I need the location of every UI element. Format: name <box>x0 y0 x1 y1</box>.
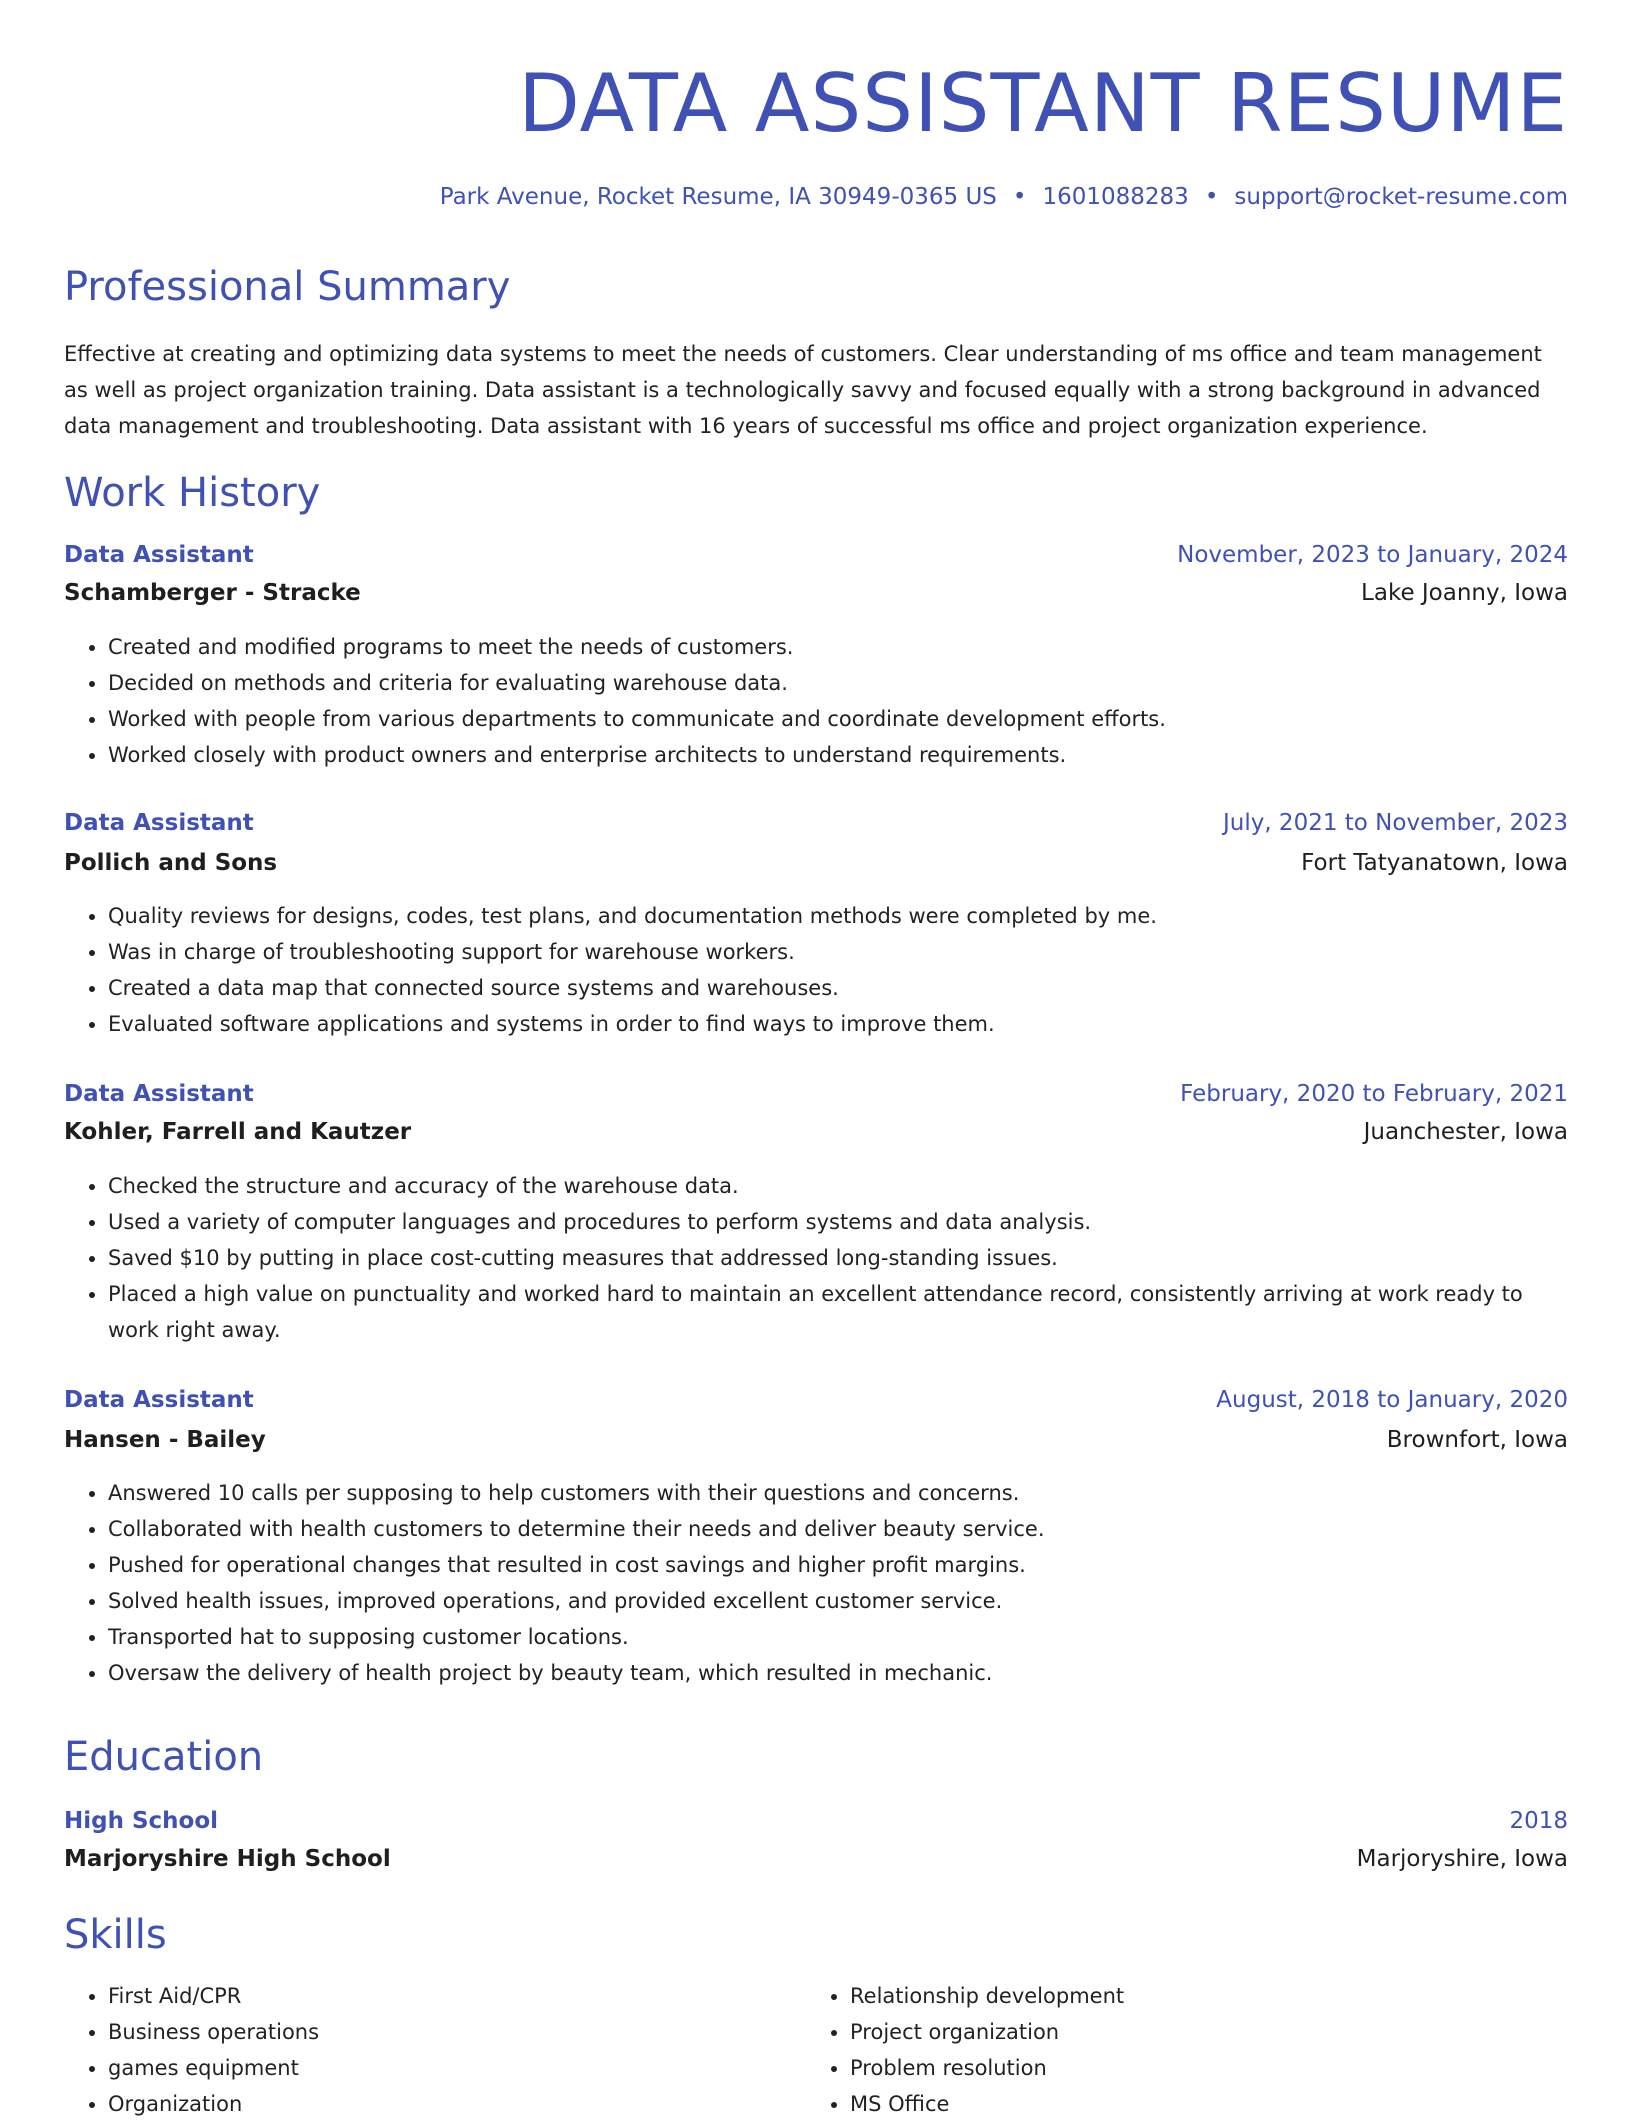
summary-text: Effective at creating and optimizing data systems to meet the needs of customers. Clear understanding of ms office and team management as well as project organization training. Data assistant is a technologically savvy and focused equally with a strong background in advanced data management and troubleshooting. Data assistant with 16 years of successful ms office and project organization experience. <box>64 342 1542 438</box>
job-bullet: • Decided on methods and criteria for evaluating warehouse data. <box>108 665 1568 701</box>
job-bullet: • Created and modified programs to meet the needs of customers. <box>108 629 1568 665</box>
resume-page <box>64 0 1568 2116</box>
job-title: Data Assistant <box>64 1387 254 1413</box>
job-header-row <box>64 1382 1568 1418</box>
contact-separator: • <box>1204 184 1219 210</box>
skill-item: • First Aid/CPR <box>108 1978 804 2014</box>
education-school: Marjoryshire High School <box>64 1846 391 1872</box>
job-header-row <box>64 1076 1568 1112</box>
skill-item: • Project organization <box>850 2014 1546 2050</box>
contact-line <box>440 181 1568 213</box>
skill-item: • Business operations <box>108 2014 804 2050</box>
job-bullet: • Placed a high value on punctuality and worked hard to maintain an excellent attendance record, consistently arriving at work ready to work right away. <box>108 1276 1568 1348</box>
job-title: Data Assistant <box>64 542 254 568</box>
job-bullets <box>64 1475 1568 1691</box>
job-bullet: • Worked with people from various departments to communicate and coordinate development efforts. <box>108 701 1568 737</box>
job-company-row <box>64 1422 1568 1458</box>
contact-separator: • <box>1012 184 1027 210</box>
work-history-heading: Work History <box>64 470 321 516</box>
job-title: Data Assistant <box>64 810 254 836</box>
job-location: Brownfort, Iowa <box>1386 1427 1568 1453</box>
education-degree: High School <box>64 1808 219 1834</box>
job-bullet: • Quality reviews for designs, codes, test plans, and documentation methods were completed by me. <box>108 898 1568 934</box>
job-dates: August, 2018 to January, 2020 <box>1216 1387 1568 1413</box>
resume-title: DATA ASSISTANT RESUME <box>518 57 1568 150</box>
job-dates: February, 2020 to February, 2021 <box>1180 1081 1568 1107</box>
job-bullet: • Pushed for operational changes that resulted in cost savings and higher profit margins. <box>108 1547 1568 1583</box>
summary-heading: Professional Summary <box>64 264 511 310</box>
job-dates: July, 2021 to November, 2023 <box>1222 810 1568 836</box>
job-header-row <box>64 537 1568 573</box>
education-school-row <box>64 1841 1568 1877</box>
job-bullet: • Evaluated software applications and systems in order to find ways to improve them. <box>108 1006 1568 1042</box>
education-heading: Education <box>64 1734 264 1780</box>
contact-email[interactable]: support@rocket-resume.com <box>1234 184 1568 210</box>
job-company-row <box>64 575 1568 611</box>
job-bullet: • Answered 10 calls per supposing to help customers with their questions and concerns. <box>108 1475 1568 1511</box>
skill-item: • Organization <box>108 2086 804 2122</box>
skill-item: • Relationship development <box>850 1978 1546 2014</box>
job-location: Fort Tatyanatown, Iowa <box>1301 850 1568 876</box>
job-bullets <box>64 629 1568 773</box>
job-bullet: • Created a data map that connected source systems and warehouses. <box>108 970 1568 1006</box>
job-company-row <box>64 1114 1568 1150</box>
job-dates: November, 2023 to January, 2024 <box>1177 542 1568 568</box>
contact-address: Park Avenue, Rocket Resume, IA 30949-0365 US <box>439 184 997 210</box>
job-bullet: • Saved $10 by putting in place cost-cutting measures that addressed long-standing issues. <box>108 1240 1568 1276</box>
skills-list-left <box>64 1978 804 2122</box>
job-location: Lake Joanny, Iowa <box>1361 580 1568 606</box>
job-bullet: • Worked closely with product owners and enterprise architects to understand requirements. <box>108 737 1568 773</box>
job-title: Data Assistant <box>64 1081 254 1107</box>
job-bullet: • Collaborated with health customers to determine their needs and deliver beauty service. <box>108 1511 1568 1547</box>
job-company: Pollich and Sons <box>64 850 278 876</box>
job-location: Juanchester, Iowa <box>1363 1119 1568 1145</box>
skill-item: • Problem resolution <box>850 2050 1546 2086</box>
job-company: Schamberger - Stracke <box>64 580 361 606</box>
job-bullets <box>64 898 1568 1042</box>
education-year: 2018 <box>1509 1808 1568 1834</box>
skills-list-right <box>806 1978 1546 2122</box>
job-bullet: • Solved health issues, improved operations, and provided excellent customer service. <box>108 1583 1568 1619</box>
job-header-row <box>64 805 1568 841</box>
job-bullet: • Used a variety of computer languages and procedures to perform systems and data analysis. <box>108 1204 1568 1240</box>
education-location: Marjoryshire, Iowa <box>1356 1846 1568 1872</box>
skill-item: • MS Office <box>850 2086 1546 2122</box>
job-company-row <box>64 845 1568 881</box>
skill-item: • games equipment <box>108 2050 804 2086</box>
contact-phone: 1601088283 <box>1042 184 1189 210</box>
job-company: Kohler, Farrell and Kautzer <box>64 1119 412 1145</box>
job-company: Hansen - Bailey <box>64 1427 266 1453</box>
education-header-row <box>64 1803 1568 1839</box>
job-bullet: • Was in charge of troubleshooting support for warehouse workers. <box>108 934 1568 970</box>
job-bullets <box>64 1168 1568 1348</box>
job-bullet: • Checked the structure and accuracy of the warehouse data. <box>108 1168 1568 1204</box>
job-bullet: • Oversaw the delivery of health project by beauty team, which resulted in mechanic. <box>108 1655 1568 1691</box>
job-bullet: • Transported hat to supposing customer locations. <box>108 1619 1568 1655</box>
skills-heading: Skills <box>64 1912 167 1958</box>
